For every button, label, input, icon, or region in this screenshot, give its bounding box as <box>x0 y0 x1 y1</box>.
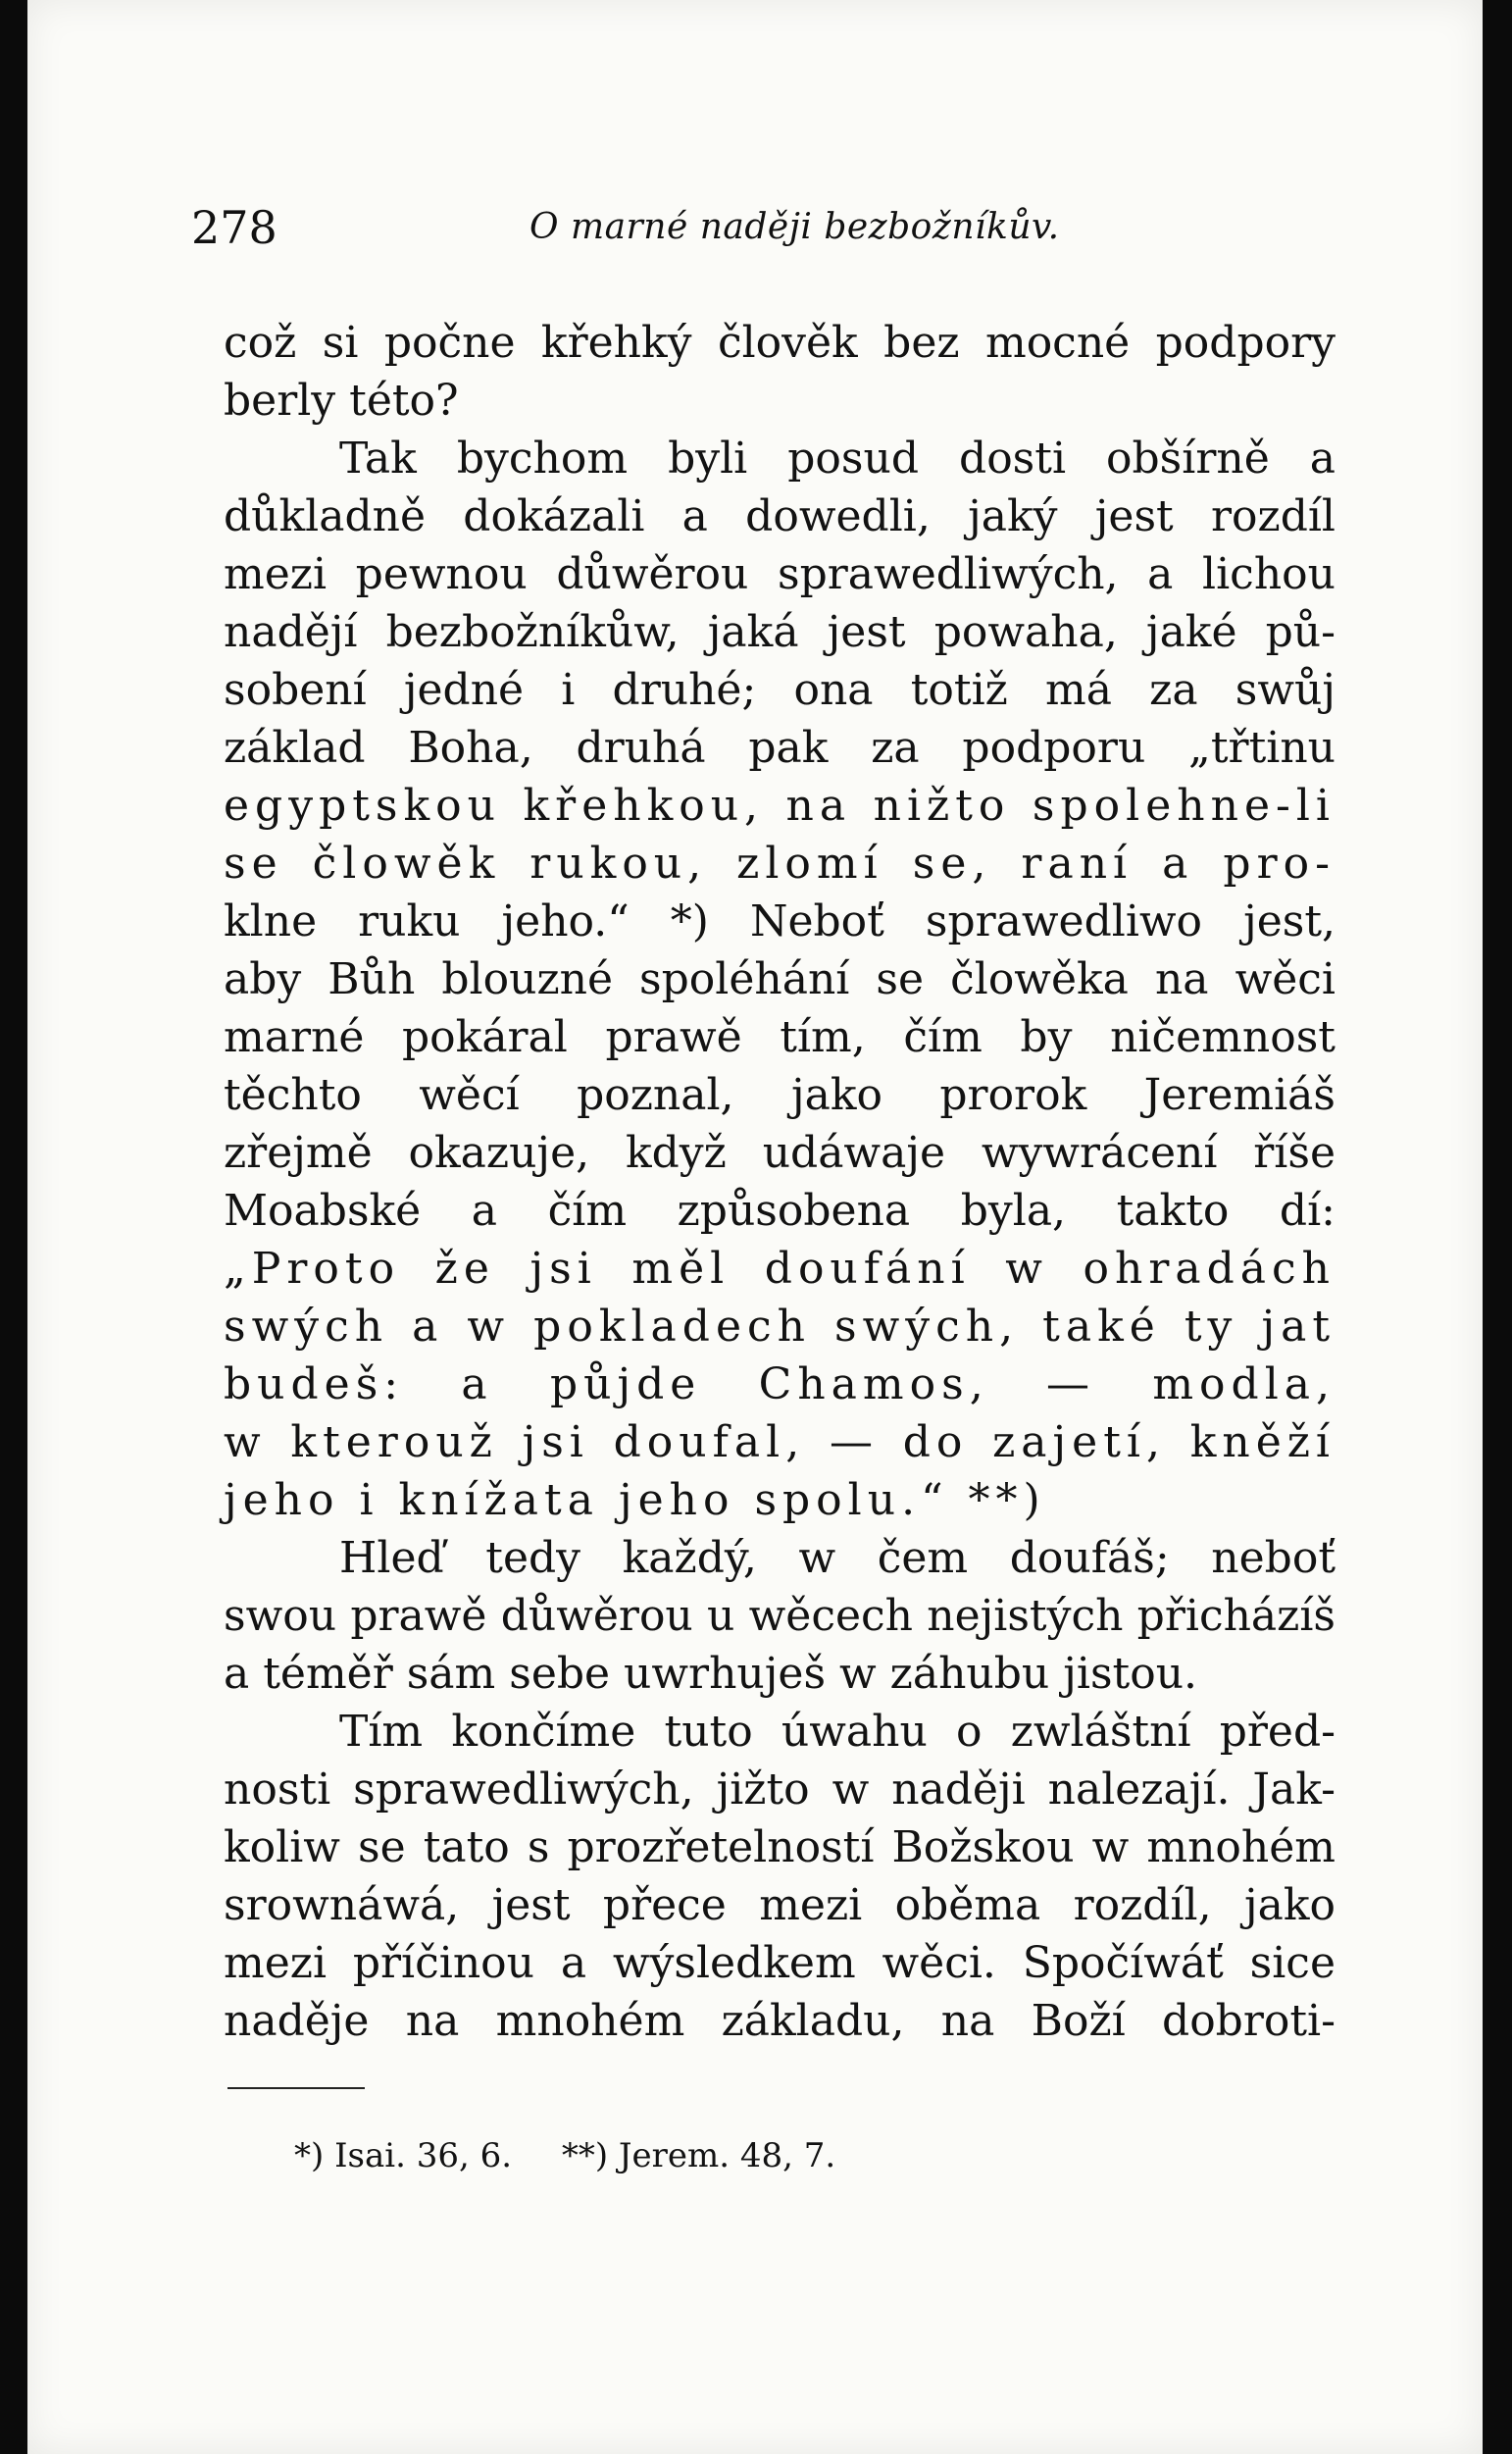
scan-right-border <box>1483 0 1512 2454</box>
text-line: Tak bychom byli posud dosti obšírně a <box>339 434 1336 484</box>
text-line: marné pokáral prawě tím, čím by ničemnost <box>224 1012 1336 1062</box>
page-header <box>191 201 1368 260</box>
text-line: sobení jedné i druhé; ona totiž má za swůj <box>224 665 1336 715</box>
scan-left-border <box>0 0 27 2454</box>
text-line: „Proto že jsi měl doufání w ohradách <box>224 1244 1336 1294</box>
page-number: 278 <box>191 201 277 254</box>
text-line: jeho i knížata jeho spolu.“ **) <box>224 1475 1046 1525</box>
running-title: O marné naději bezbožníkův. <box>529 207 1060 247</box>
footnotes <box>294 2136 875 2175</box>
text-line: důkladně dokázali a dowedli, jaký jest rozdíl <box>224 491 1336 541</box>
text-line: Moabské a čím způsobena byla, takto dí: <box>224 1186 1336 1236</box>
text-line: koliw se tato s prozřetelností Božskou w mnohém <box>224 1822 1336 1872</box>
text-line: w kterouž jsi doufal, — do zajetí, kněží <box>224 1417 1336 1467</box>
text-line: a téměř sám sebe uwrhuješ w záhubu jistou. <box>224 1649 1198 1699</box>
text-line: aby Bůh blouzné spoléhání se člowěka na wěci <box>224 954 1336 1004</box>
text-line: swých a w pokladech swých, také ty jat <box>224 1302 1336 1352</box>
text-line: budeš: a půjde Chamos, — modla, <box>224 1359 1336 1409</box>
text-line: naděje na mnohém základu, na Boží dobroti- <box>224 1996 1336 2046</box>
footnote-rule <box>227 2087 365 2089</box>
text-line: swou prawě důwěrou u wěcech nejistých přicházíš <box>224 1591 1336 1641</box>
text-line: se člowěk rukou, zlomí se, raní a pro- <box>224 839 1336 889</box>
text-line: berly této? <box>224 376 459 426</box>
text-line: Tím končíme tuto úwahu o zwláštní před- <box>339 1707 1336 1757</box>
text-line: srownáwá, jest přece mezi oběma rozdíl, jako <box>224 1880 1336 1930</box>
text-line: základ Boha, druhá pak za podporu „třtinu <box>224 723 1336 773</box>
text-line: nosti sprawedliwých, jižto w naději nalezají. Jak- <box>224 1764 1336 1815</box>
text-line: Hleď tedy každý, w čem doufáš; neboť <box>339 1533 1336 1583</box>
body-text <box>224 314 1336 2050</box>
text-line: klne ruku jeho.“ *) Neboť sprawedliwo jest, <box>224 896 1336 946</box>
footnote-1: *) Isai. 36, 6. <box>294 2136 513 2175</box>
text-line: egyptskou křehkou, na nižto spolehne-li <box>224 781 1336 831</box>
text-line: mezi příčinou a wýsledkem wěci. Spočíwáť sice <box>224 1938 1336 1988</box>
footnote-2: **) Jerem. 48, 7. <box>561 2136 836 2175</box>
text-line: zřejmě okazuje, když udáwaje wywrácení říše <box>224 1128 1336 1178</box>
text-line: mezi pewnou důwěrou sprawedliwých, a lichou <box>224 549 1336 599</box>
text-line: nadějí bezbožníkůw, jaká jest powaha, jaké pů- <box>224 607 1336 657</box>
text-line: těchto wěcí poznal, jako prorok Jeremiáš <box>224 1070 1336 1120</box>
text-line: což si počne křehký člověk bez mocné podpory <box>224 318 1336 368</box>
